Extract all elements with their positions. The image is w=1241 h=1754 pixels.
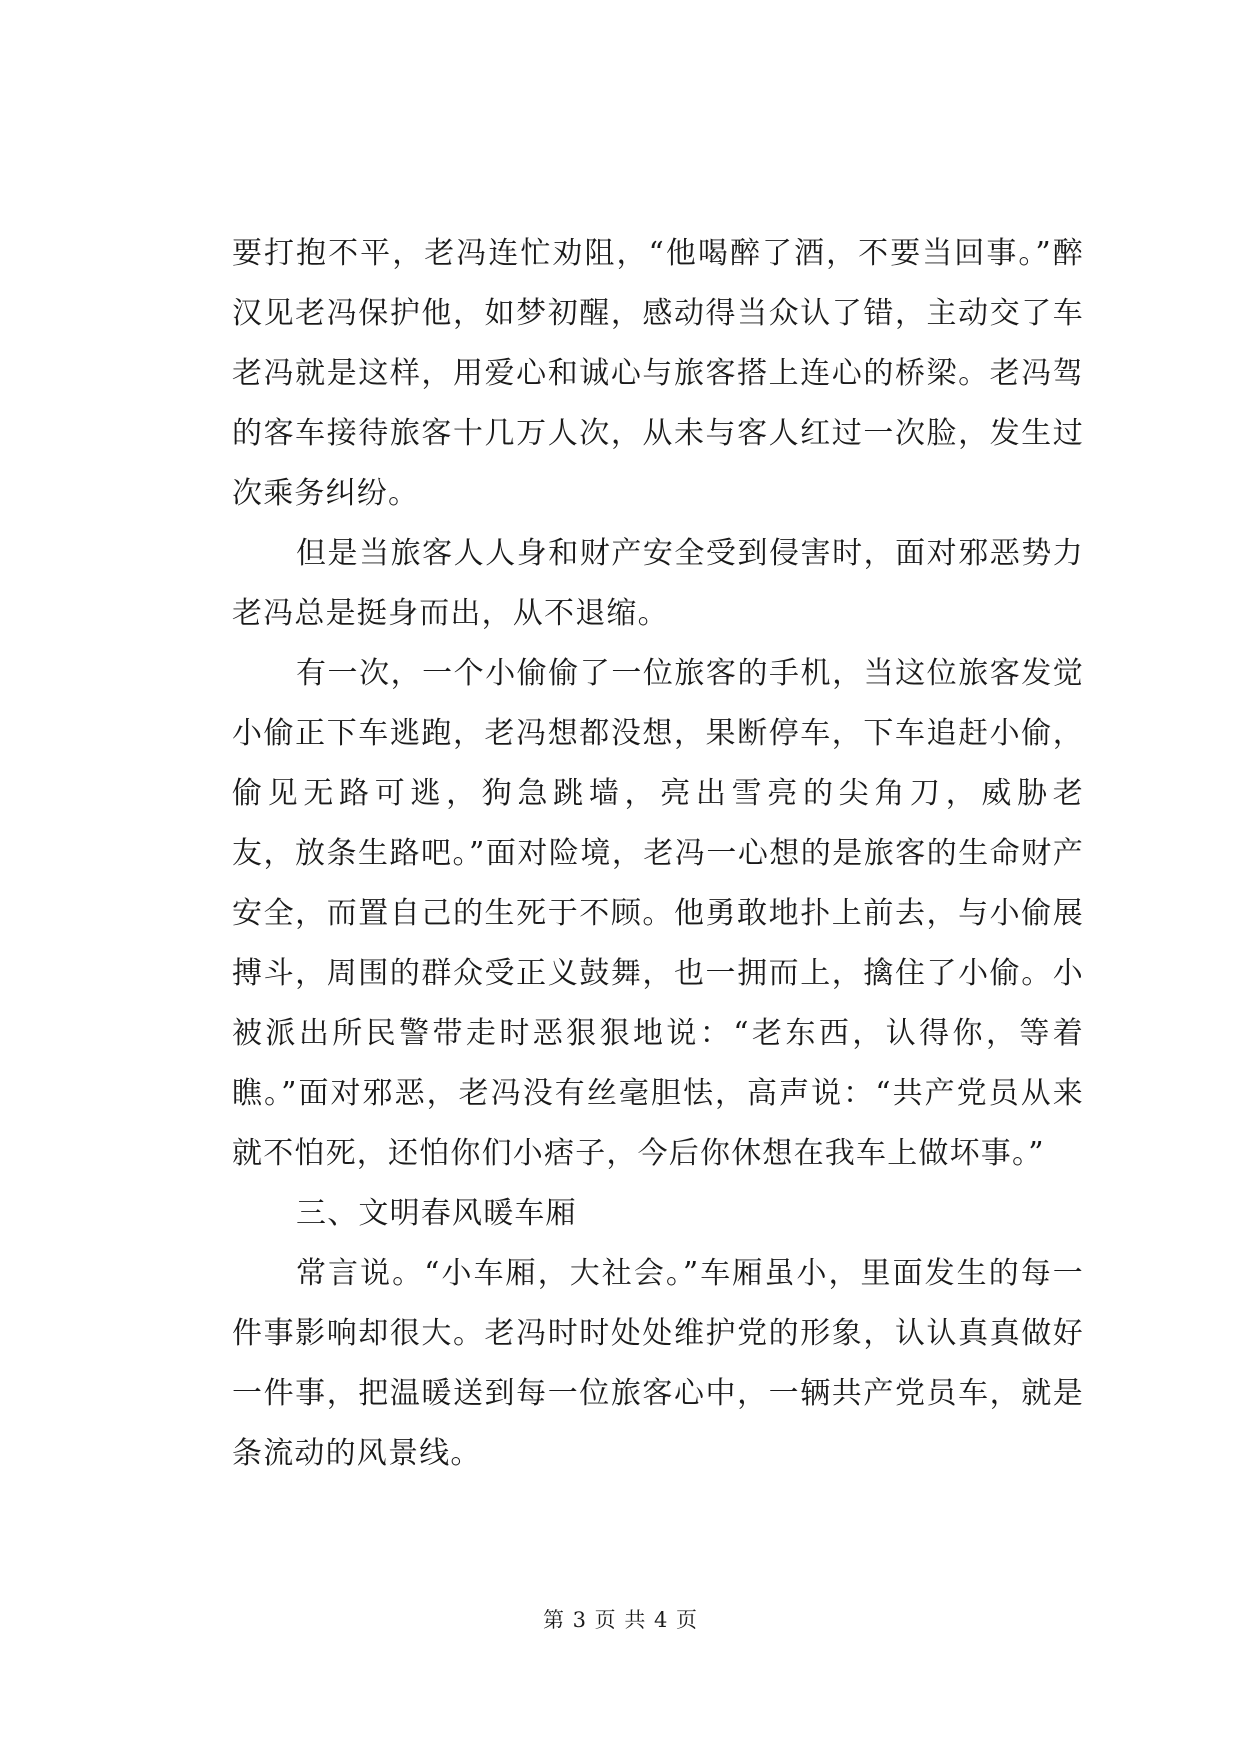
paragraph — [232, 524, 1084, 644]
text-line: 一件事，把温暖送到每一位旅客心中，一辆共产党员车，就是 — [232, 1376, 1084, 1411]
text-line: 有一次，一个小偷偷了一位旅客的手机，当这位旅客发觉 — [296, 656, 1084, 691]
body-text — [232, 224, 1084, 1484]
text-line: 搏斗，周围的群众受正义鼓舞，也一拥而上，擒住了小偷。小 — [232, 956, 1084, 991]
text-line: 老冯总是挺身而出，从不退缩。 — [232, 596, 669, 631]
text-line: 常言说。“小车厢，大社会。”车厢虽小，里面发生的每一 — [296, 1256, 1084, 1291]
text-line: 就不怕死，还怕你们小痞子，今后你休想在我车上做坏事。” — [232, 1136, 1045, 1171]
text-line: 汉见老冯保护他，如梦初醒，感动得当众认了错，主动交了车 — [232, 296, 1084, 331]
text-line: 偷见无路可逃，狗急跳墙，亮出雪亮的尖角刀，威胁老 — [232, 776, 1084, 811]
text-line: 但是当旅客人人身和财产安全受到侵害时，面对邪恶势力 — [296, 536, 1084, 571]
paragraph — [232, 644, 1084, 1184]
page-number-footer: 第 3 页 共 4 页 — [542, 1608, 699, 1632]
paragraph — [232, 1244, 1084, 1484]
text-line: 次乘务纠纷。 — [232, 476, 420, 511]
paragraph — [232, 224, 1084, 524]
text-line: 老冯就是这样，用爱心和诚心与旅客搭上连心的桥梁。老冯驾 — [232, 356, 1084, 391]
text-line: 的客车接待旅客十几万人次，从未与客人红过一次脸，发生过 — [232, 416, 1084, 451]
text-line: 瞧。”面对邪恶，老冯没有丝毫胆怯，高声说：“共产党员从来 — [232, 1076, 1084, 1111]
text-line: 件事影响却很大。老冯时时处处维护党的形象，认认真真做好 — [232, 1316, 1084, 1351]
text-line: 要打抱不平，老冯连忙劝阻，“他喝醉了酒，不要当回事。”醉 — [232, 236, 1084, 271]
text-line: 条流动的风景线。 — [232, 1436, 482, 1471]
text-line: 友，放条生路吧。”面对险境，老冯一心想的是旅客的生命财产 — [232, 836, 1084, 871]
text-line: 安全，而置自己的生死于不顾。他勇敢地扑上前去，与小偷展 — [232, 896, 1084, 931]
text-line: 小偷正下车逃跑，老冯想都没想，果断停车，下车追赶小偷， — [232, 716, 1084, 751]
section-heading-text: 三、文明春风暖车厢 — [296, 1196, 577, 1231]
text-line: 被派出所民警带走时恶狠狠地说：“老东西，认得你，等着 — [232, 1016, 1084, 1051]
section-heading — [232, 1184, 1084, 1244]
